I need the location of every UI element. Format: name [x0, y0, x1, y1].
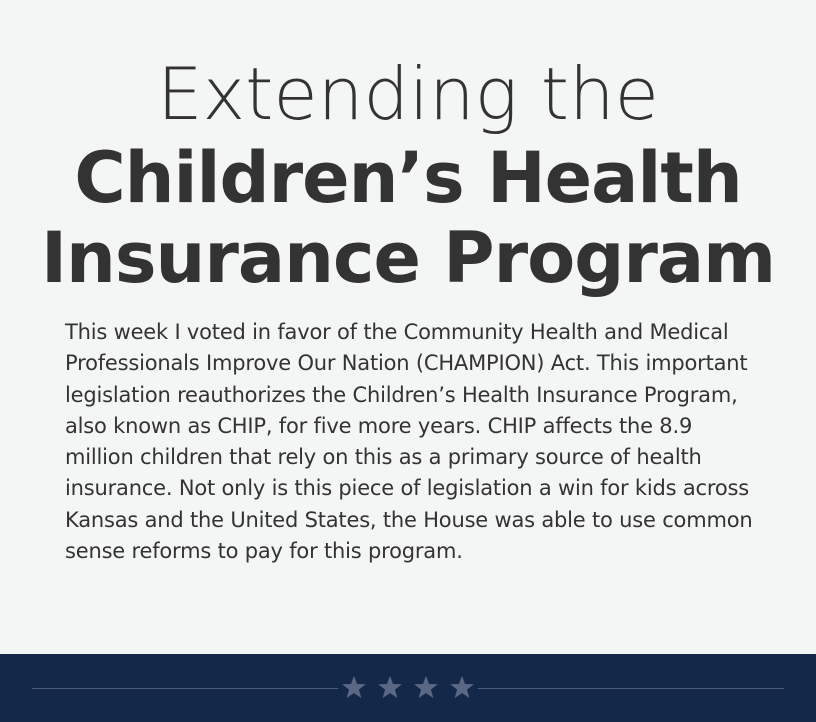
- star-icon: [340, 674, 368, 702]
- headline-line-2: Children’s Health: [74, 137, 742, 219]
- star-icon: [448, 674, 476, 702]
- star-icon: [376, 674, 404, 702]
- footer-stars: [340, 672, 476, 704]
- headline-line-3: Insurance Program: [40, 217, 776, 299]
- headline-line-1: Extending the: [157, 52, 659, 136]
- footer-divider-right: [478, 688, 784, 689]
- headline: [0, 0, 816, 298]
- footer-divider-left: [32, 688, 338, 689]
- body-paragraph: This week I voted in favor of the Community Health and Medical Professionals Improve Our Nation (CHAMPION) Act. This important legislation reauthorizes the Children’s Health Insurance Program, also known as CHIP, for five more years. CHIP affects the 8.9 million children that rely on this as a primary source of health insurance. Not only is this piece of legislation a win for kids across Kansas and the United States, the House was able to use common sense reforms to pay for this program.: [65, 320, 753, 564]
- star-icon: [412, 674, 440, 702]
- footer-band: [0, 654, 816, 722]
